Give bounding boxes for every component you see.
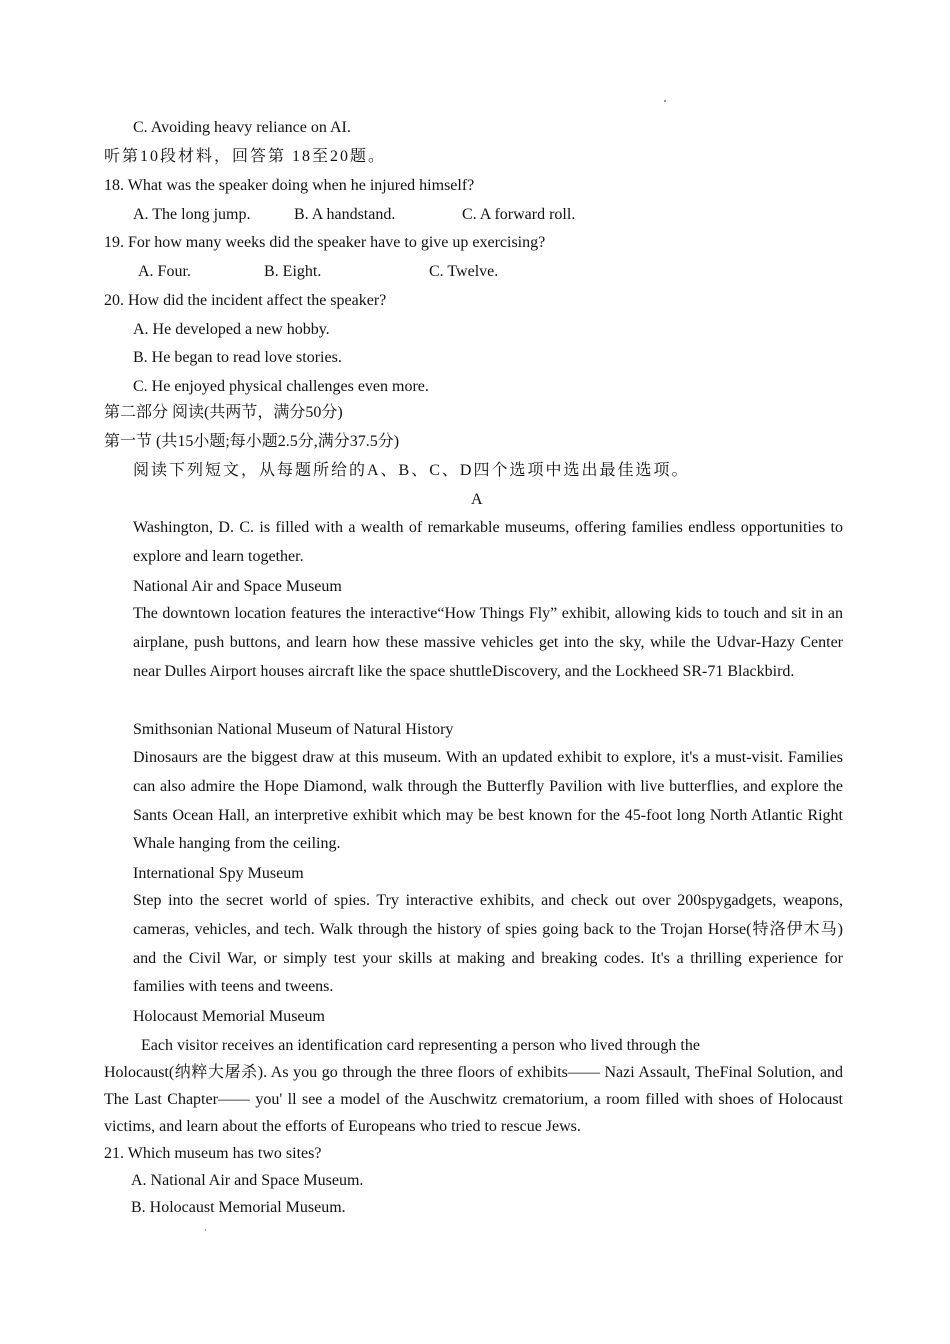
museum2-title: Smithsonian National Museum of Natural History xyxy=(133,721,454,738)
q19-stem: 19. For how many weeks did the speaker have to give up exercising? xyxy=(104,234,546,251)
scan-speck xyxy=(664,100,666,102)
q18-option-c: C. A forward roll. xyxy=(462,206,576,223)
museum4-title: Holocaust Memorial Museum xyxy=(133,1008,325,1025)
q20-option-b: B. He began to read love stories. xyxy=(133,349,342,366)
reading-instruction: 阅读下列短文，从每题所给的A、B、C、D四个选项中选出最佳选项。 xyxy=(133,462,690,479)
passage-intro xyxy=(104,514,843,572)
q20-stem: 20. How did the incident affect the speaker? xyxy=(104,292,387,309)
museum3-text: Step into the secret world of spies. Try interactive exhibits, and check out over 200spygadgets, weapons, cameras, vehicles, and tech. Walk through the history of spies going back to the Trojan Horse(特洛伊木马) and the Civil War, or simply test your skills at making and breaking codes. It's a thrilling experience for families with teens and tweens. xyxy=(133,892,843,996)
museum4-paragraph xyxy=(104,1059,843,1140)
q18-option-a: A. The long jump. xyxy=(133,206,251,223)
q20-option-a: A. He developed a new hobby. xyxy=(133,321,330,338)
museum1-paragraph xyxy=(104,600,843,686)
museum3-paragraph xyxy=(104,887,843,1002)
museum1-title: National Air and Space Museum xyxy=(133,578,342,595)
museum4-line1: Each visitor receives an identification card representing a person who lived through the xyxy=(141,1037,700,1054)
q19-options xyxy=(138,262,498,282)
museum2-text: Dinosaurs are the biggest draw at this museum. With an updated exhibit to explore, it's a must-visit. Families can also admire the Hope Diamond, walk through the Butterfly Pavilion with live butterflies, and explore the Sants Ocean Hall, an interpretive exhibit which may be best known for the 45-foot long North Atlantic Right Whale hanging from the ceiling. xyxy=(133,749,843,853)
reading-section-title: 第一节 (共15小题;每小题2.5分,满分37.5分) xyxy=(104,433,400,450)
q19-option-a: A. Four. xyxy=(138,263,191,280)
q18-stem: 18. What was the speaker doing when he injured himself? xyxy=(104,177,475,194)
reading-part-title: 第二部分 阅读(共两节，满分50分) xyxy=(104,404,343,421)
q21-option-b: B. Holocaust Memorial Museum. xyxy=(131,1199,346,1216)
q19-option-b: B. Eight. xyxy=(264,263,322,280)
q19-option-c: C. Twelve. xyxy=(429,263,499,280)
q20-option-c: C. He enjoyed physical challenges even more. xyxy=(133,378,429,395)
museum2-paragraph xyxy=(104,744,843,859)
passage-intro-text: Washington, D. C. is filled with a wealth of remarkable museums, offering families endless opportunities to explore and learn together. xyxy=(133,519,843,565)
q21-option-a: A. National Air and Space Museum. xyxy=(131,1172,364,1189)
q17-option-c: C. Avoiding heavy reliance on AI. xyxy=(133,119,351,136)
q18-option-b: B. A handstand. xyxy=(294,206,396,223)
q18-options xyxy=(133,205,575,225)
scan-speck xyxy=(205,1229,206,1231)
q21-stem: 21. Which museum has two sites? xyxy=(104,1145,322,1162)
museum1-text: The downtown location features the interactive“How Things Fly” exhibit, allowing kids to touch and sit in an airplane, push buttons, and learn how these massive vehicles get into the sky, while the Udvar-Hazy Center near Dulles Airport houses aircraft like the space shuttleDiscovery, and the Lockheed SR-71 Blackbird. xyxy=(133,605,843,680)
passage10-instruction: 听第10段材料，回答第 18至20题。 xyxy=(104,148,387,165)
museum3-title: International Spy Museum xyxy=(133,865,304,882)
passage-letter: A xyxy=(471,491,483,508)
museum4-text: Holocaust(纳粹大屠杀). As you go through the three floors of exhibits—— Nazi Assault, TheFinal Solution, and The Last Chapter—— you' ll see a model of the Auschwitz crematorium, a room filled with shoes of Holocaust victims, and learn about the efforts of Europeans who tried to rescue Jews. xyxy=(104,1064,843,1135)
